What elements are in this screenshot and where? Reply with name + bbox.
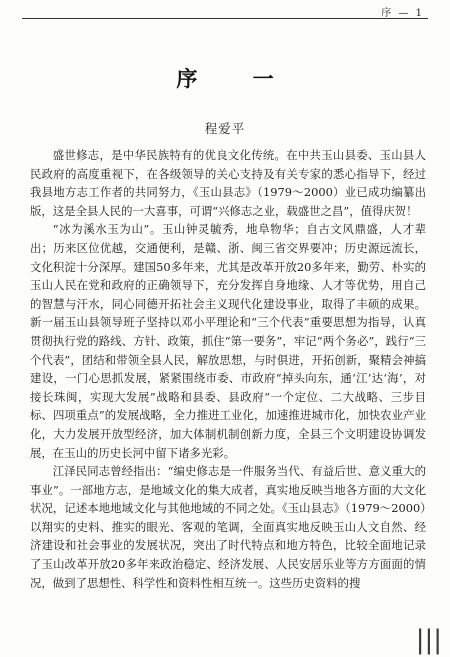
header-rule [22, 18, 428, 19]
running-head: 序 — 1 [381, 8, 424, 19]
preface-title: 序 一 [176, 66, 298, 91]
paragraph-3: 江泽民同志曾经指出：“编史修志是一件服务当代、有益后世、意义重大的事业”。一部地方志，是地域文化的集大成者，真实地反映当地各方面的大文化状况，记述本地地域文化与其他地域的不同之处。《玉山县志》（1979～2000）以翔实的史料、推实的眼光、客观的笔调，全面真实地反映玉山人文自然、经济建设和社会事业的发展状况，突出了时代特点和地方特色，比较全面地记录了玉山改革开放20多年来政治稳定、经济发展、人民安居乐业等方方面面的情况，做到了思想性、科学性和资料性相互统一。这些历史资料的搜 [30, 464, 426, 590]
preface-body [30, 146, 426, 592]
page-corner-mark: ||| [415, 625, 442, 655]
preface-author: 程爱平 [204, 121, 246, 136]
paragraph-1: 盛世修志，是中华民族特有的优良文化传统。在中共玉山县委、玉山县人民政府的高度重视下，在各级领导的关心支持及有关专家的悉心指导下，经过我县地方志工作者的共同努力，《玉山县志》（1979～2000）业已成功编纂出版，这是全县人民的一大喜事，可谓“兴修志之业，载盛世之昌”，值得庆贺！ [30, 148, 426, 218]
paragraph-2: “冰为溪水玉为山”。玉山钟灵毓秀，地阜物华；自古文风鼎盛，人才辈出；历来区位优越，交通便利，是赣、浙、闽三省交界要冲；历史源远流长，文化积淀十分深厚。建国50多年来，尤其是改革开放20多年来，勤劳、朴实的玉山人民在党和政府的正确领导下，充分发挥自身地缘、人才等优势，用自己的智慧与汗水，同心同德开拓社会主义现代化建设事业，取得了丰硕的成果。新一届玉山县领导班子坚持以邓小平理论和“三个代表”重要思想为指导，认真贯彻执行党的路线、方针、政策，抓住“第一要务”，牢记“两个务必”，践行“三个代表”，团结和带领全县人民，解放思想，与时俱进，开拓创新，聚精会神搞建设，一门心思抓发展，紧紧围绕市委、市政府“掉头向东，通‘江’达‘海’，对接长珠闽，实现大发展”战略和县委、县政府“一个定位、二大战略、三步目标、四项重点”的发展战略，全力推进工业化，加速推进城市化，加快农业产业化，大力发展开放型经济，加大体制机制创新力度，全县三个文明建设协调发展，在玉山的历史长河中留下诸多光彩。 [30, 222, 426, 460]
